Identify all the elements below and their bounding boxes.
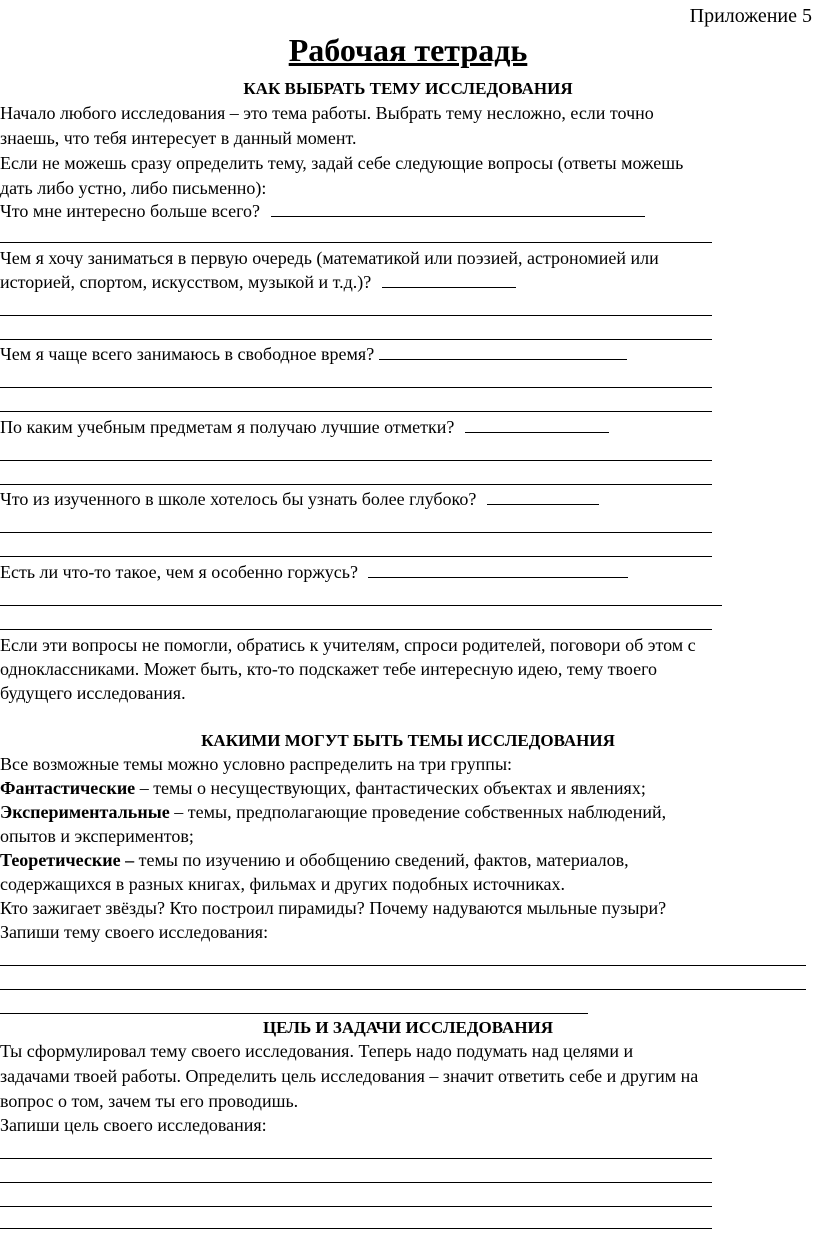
- question-5-text: Что из изученного в школе хотелось бы узнать более глубоко?: [0, 489, 477, 509]
- goal-answer-line-4[interactable]: [0, 1228, 712, 1229]
- answer-line-6b[interactable]: [0, 605, 722, 606]
- answer-line-3b[interactable]: [0, 387, 712, 388]
- theme-answer-line-3[interactable]: [0, 1013, 588, 1014]
- question-2-line-1: Чем я хочу заниматься в первую очередь (математикой или поэзией, астрономией или: [0, 248, 659, 268]
- experimental-text-2: опытов и экспериментов;: [0, 826, 194, 846]
- goal-write-prompt: Запиши цель своего исследования:: [0, 1115, 267, 1135]
- goal-line-3: вопрос о том, зачем ты его проводишь.: [0, 1091, 299, 1111]
- themes-intro: Все возможные темы можно условно распределить на три группы:: [0, 754, 513, 774]
- question-1: [0, 202, 645, 220]
- answer-blank-4[interactable]: [465, 418, 609, 433]
- question-5: [0, 490, 599, 508]
- theme-write-prompt: Запиши тему своего исследования:: [0, 922, 269, 942]
- answer-blank-3[interactable]: [379, 345, 627, 360]
- advice-line-3: будущего исследования.: [0, 683, 186, 703]
- experimental-themes: [0, 803, 666, 821]
- section1-heading: КАК ВЫБРАТЬ ТЕМУ ИССЛЕДОВАНИЯ: [243, 79, 573, 98]
- answer-blank-2[interactable]: [382, 273, 516, 288]
- appendix-label: Приложение 5: [689, 5, 812, 27]
- answer-line-1b[interactable]: [0, 242, 712, 243]
- answer-line-4c[interactable]: [0, 484, 712, 485]
- question-6: [0, 563, 628, 581]
- intro-line-2: знаешь, что тебя интересует в данный момент.: [0, 128, 357, 148]
- section3-heading: ЦЕЛЬ И ЗАДАЧИ ИССЛЕДОВАНИЯ: [262, 1018, 554, 1037]
- answer-line-5b[interactable]: [0, 532, 712, 533]
- experimental-text: – темы, предполагающие проведение собственных наблюдений,: [169, 802, 667, 822]
- prompt-line-1: Если не можешь сразу определить тему, задай себе следующие вопросы (ответы можешь: [0, 153, 684, 173]
- fantastic-term: Фантастические: [0, 778, 136, 798]
- intro-line-1: Начало любого исследования – это тема работы. Выбрать тему несложно, если точно: [0, 103, 654, 123]
- fantastic-themes: [0, 779, 646, 797]
- question-2: [0, 273, 516, 291]
- theme-answer-line-2[interactable]: [0, 989, 806, 990]
- question-1-text: Что мне интересно больше всего?: [0, 201, 260, 221]
- answer-line-6c[interactable]: [0, 629, 712, 630]
- question-3-text: Чем я чаще всего занимаюсь в свободное время?: [0, 344, 375, 364]
- answer-blank-5[interactable]: [487, 490, 599, 505]
- answer-line-4b[interactable]: [0, 460, 712, 461]
- goal-answer-line-2[interactable]: [0, 1182, 712, 1183]
- prompt-line-2: дать либо устно, либо письменно):: [0, 178, 267, 198]
- goal-line-2: задачами твоей работы. Определить цель исследования – значит ответить себе и другим на: [0, 1066, 699, 1086]
- goal-line-1: Ты сформулировал тему своего исследования. Теперь надо подумать над целями и: [0, 1041, 634, 1061]
- theoretical-text: темы по изучению и обобщению сведений, фактов, материалов,: [134, 850, 629, 870]
- goal-answer-line-1[interactable]: [0, 1158, 712, 1159]
- question-6-text: Есть ли что-то такое, чем я особенно горжусь?: [0, 562, 358, 582]
- answer-line-5c[interactable]: [0, 556, 712, 557]
- question-4-text: По каким учебным предметам я получаю лучшие отметки?: [0, 417, 455, 437]
- theoretical-term: Теоретические –: [0, 850, 135, 870]
- question-4: [0, 418, 609, 436]
- answer-line-2b[interactable]: [0, 315, 712, 316]
- question-3: [0, 345, 627, 363]
- example-questions: Кто зажигает звёзды? Кто построил пирамиды? Почему надуваются мыльные пузыри?: [0, 898, 667, 918]
- section2-heading: КАКИМИ МОГУТ БЫТЬ ТЕМЫ ИССЛЕДОВАНИЯ: [201, 731, 615, 750]
- answer-line-3c[interactable]: [0, 411, 712, 412]
- fantastic-text: – темы о несуществующих, фантастических объектах и явлениях;: [135, 778, 646, 798]
- goal-answer-line-3[interactable]: [0, 1206, 712, 1207]
- experimental-term: Экспериментальные: [0, 802, 170, 822]
- page-title: Рабочая тетрадь: [288, 32, 528, 68]
- theoretical-text-2: содержащихся в разных книгах, фильмах и других подобных источниках.: [0, 874, 566, 894]
- answer-blank-6[interactable]: [368, 563, 628, 578]
- theme-answer-line-1[interactable]: [0, 965, 806, 966]
- question-2-text: историей, спортом, искусством, музыкой и т.д.)?: [0, 272, 372, 292]
- answer-blank-1[interactable]: [271, 202, 645, 217]
- theoretical-themes: [0, 851, 629, 869]
- advice-line-2: одноклассниками. Может быть, кто-то подскажет тебе интересную идею, тему твоего: [0, 659, 657, 679]
- advice-line-1: Если эти вопросы не помогли, обратись к учителям, спроси родителей, поговори об этом с: [0, 635, 696, 655]
- answer-line-2c[interactable]: [0, 339, 712, 340]
